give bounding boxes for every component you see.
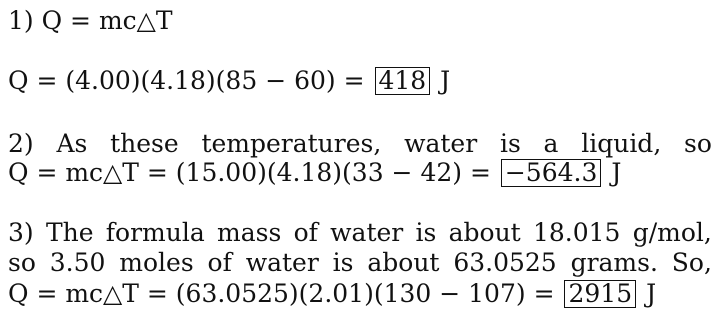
p3-word: The xyxy=(45,218,94,247)
p3-word: of xyxy=(207,248,232,277)
p2-answer-box: −564.3 xyxy=(501,159,602,187)
p3-unit: J xyxy=(646,279,657,308)
p2-word: is xyxy=(499,129,521,158)
p3-line2 xyxy=(8,248,712,278)
p3-word: moles xyxy=(119,248,194,277)
p3-word: water xyxy=(330,218,404,247)
p3-word: grams. xyxy=(570,248,658,277)
p3-line3 xyxy=(8,279,712,309)
p3-word: about xyxy=(367,248,440,277)
p2-unit: J xyxy=(611,158,622,187)
p3-word: g/mol, xyxy=(632,218,712,247)
p2-word: liquid, xyxy=(581,129,662,158)
p3-word: is xyxy=(415,218,437,247)
p3-answer-box: 2915 xyxy=(564,280,636,308)
p3-word: of xyxy=(293,218,318,247)
p2-word: temperatures, xyxy=(201,129,382,158)
p3-word: is xyxy=(332,248,354,277)
p2-word: water xyxy=(404,129,478,158)
p1-line1 xyxy=(8,6,712,36)
p1-unit: J xyxy=(440,66,451,95)
p2-line2 xyxy=(8,158,712,188)
p2-word: these xyxy=(110,129,179,158)
p1-answer-box: 418 xyxy=(375,67,431,95)
p3-word: formula xyxy=(105,218,205,247)
p3-word: so xyxy=(8,248,36,277)
p3-word: 18.015 xyxy=(532,218,621,247)
p3-word: 63.0525 xyxy=(453,248,557,277)
p3-word: about xyxy=(448,218,521,247)
p3-word: water xyxy=(245,248,319,277)
p1-calculation: Q = (4.00)(4.18)(85 − 60) = xyxy=(8,66,365,95)
p1-formula: 1) Q = mc△T xyxy=(8,6,173,35)
p1-line2 xyxy=(8,66,712,96)
p3-word: So, xyxy=(671,248,712,277)
p3-word: 3) xyxy=(8,218,34,247)
p2-word: so xyxy=(684,129,712,158)
p3-word: mass xyxy=(217,218,282,247)
p2-calculation: Q = mc△T = (15.00)(4.18)(33 − 42) = xyxy=(8,158,491,187)
p2-word: As xyxy=(56,129,88,158)
p3-line1 xyxy=(8,218,712,248)
p2-word: 2) xyxy=(8,129,34,158)
p3-word: 3.50 xyxy=(49,248,106,277)
p2-line1 xyxy=(8,129,712,159)
p2-word: a xyxy=(543,129,559,158)
p3-calculation: Q = mc△T = (63.0525)(2.01)(130 − 107) = xyxy=(8,279,555,308)
